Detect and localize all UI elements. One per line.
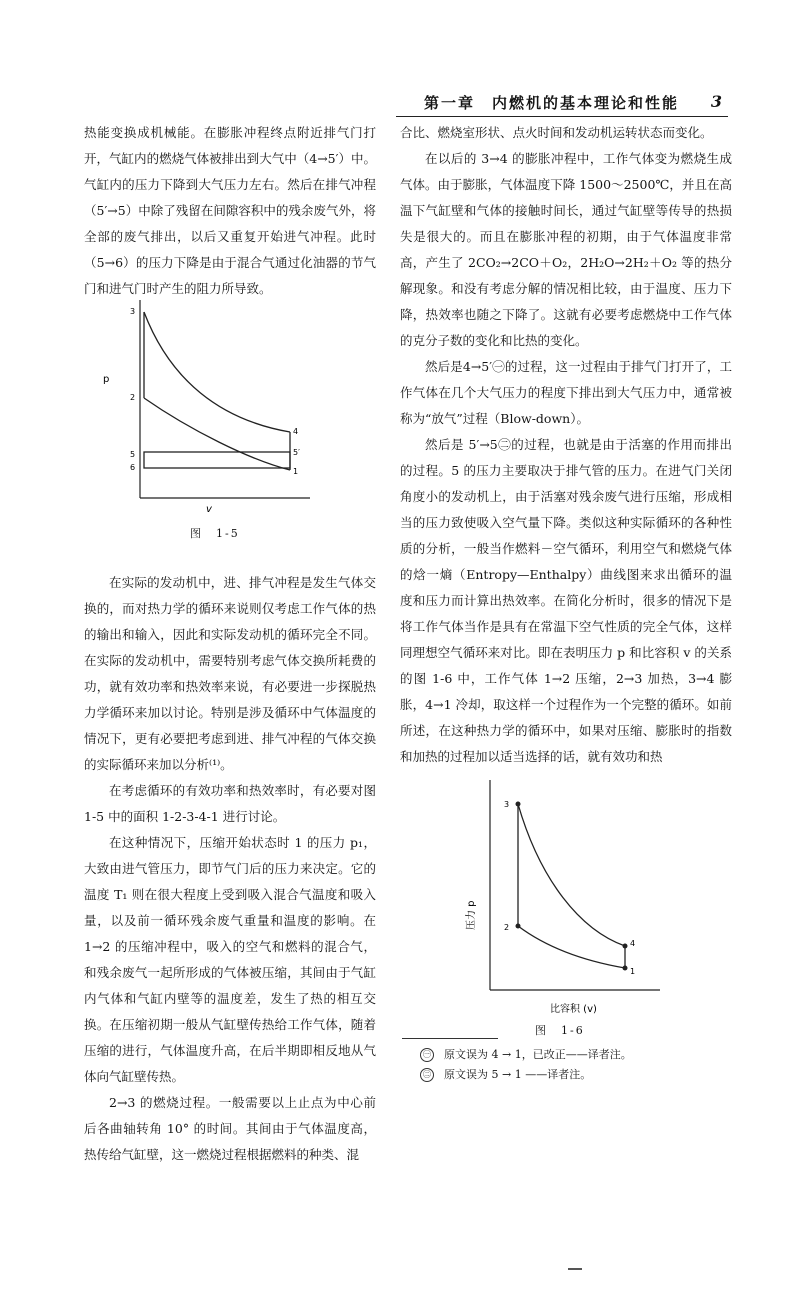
point-label: 5 (130, 450, 136, 459)
paragraph: 在这种情况下，压缩开始状态时 1 的压力 p₁，大致由进气管压力，即节气门后的压力来决定。它的温度 T₁ 则在很大程度上受到吸入混合气温度和吸入量，以及前一循环残余废气重量和温度的影响。在 1→2 的压缩冲程中，吸入的空气和燃料的混合气，和残余废气一起所形成的气体被压缩，其间由于气缸内气体和气缸内壁等的温度差，发生了热的相互交换。在压缩初期一般从气缸壁传热给工作气体，随着压缩的进行，气体温度升高，在后半期即相反地从气体向气缸壁传热。 (84, 835, 376, 1084)
paragraph: 然后是 5′→5㊁的过程，也就是由于活塞的作用而排出的过程。5 的压力主要取决于排气管的压力。在进气门关闭角度小的发动机上，由于活塞对残余废气进行压缩，形成相当的压力致使吸入空气量下降。类似这种实际循环的各种性质的分析，一般当作燃料－空气循环，利用空气和燃烧气体的焓一熵（Entropy—Enthalpy）曲线图来求出循环的温度和压力而计算出热效率。在简化分析时，很多的情况下是将工作气体当作是具有在常温下空气性质的完全气体，这样同理想空气循环来对比。即在表明压力 p 和比容积 v 的关系的图 1-6 中，工作气体 1→2 压缩，2→3 加热，3→4 膨胀，4→1 冷却，取这样一个过程作为一个完整的循环。如前所述，在这种热力学的循环中，如果对压缩、膨胀时的指数和加热的过程加以适当选择的话，就有效功和热 (400, 437, 732, 764)
state-point (623, 966, 628, 971)
state-point (516, 802, 521, 807)
point-label: 4 (630, 939, 636, 948)
point-label: 1 (293, 467, 299, 476)
footnote (420, 1066, 591, 1082)
footnote (420, 1046, 632, 1062)
pumping-loop (144, 452, 290, 468)
point-label: 5′ (293, 448, 300, 457)
footnote-marker: ㊁ (420, 1068, 434, 1082)
expansion-curve (518, 804, 625, 946)
figure-1-5-diagram (100, 300, 310, 525)
scan-mark (568, 1268, 582, 1270)
header-rule (396, 116, 728, 117)
point-label: 1 (630, 967, 636, 976)
compression-curve (144, 398, 290, 470)
compression-curve (518, 926, 625, 968)
paragraph: 然后是4→5′㊀的过程，这一过程由于排气门打开了，工作气体在几个大气压力的程度下排出到大气压力中，通常被称为“放气”过程（Blow-down）。 (400, 359, 732, 426)
figure-1-6-caption: 图 1-6 (535, 1024, 585, 1037)
figure-1-6-diagram (450, 780, 660, 1025)
paragraph: 在实际的发动机中，进、排气冲程是发生气体交换的，而对热力学的循环来说则仅考虑工作气体的热的输出和输入，因此和实际发动机的循环完全不同。在实际的发动机中，需要特别考虑气体交换所耗费的功，就有效功率和热效率来说，有必要进一步探脱热力学循环来加以讨论。特别是涉及循环中气体温度的情况下，更有必要把考虑到进、排气冲程的气体交换的实际循环来加以分析⁽¹⁾。 (84, 575, 376, 772)
page-number: 3 (710, 92, 724, 111)
point-label: 3 (504, 800, 510, 809)
left-column (84, 120, 376, 1168)
paragraph: 合比、燃烧室形状、点火时间和发动机运转状态而变化。 (400, 125, 713, 140)
x-axis-label: 比容积 (v) (550, 1004, 597, 1015)
footnote-marker: ㊀ (420, 1048, 434, 1062)
figure-1-6 (450, 780, 660, 1025)
x-axis-label: v (206, 504, 212, 515)
point-label: 6 (130, 463, 136, 472)
paragraph: 热能变换成机械能。在膨胀冲程终点附近排气门打开，气缸内的燃烧气体被排出到大气中（4→5′）中。气缸内的压力下降到大气压力左右。然后在排气冲程（5′→5）中除了残留在间隙容积中的残余废气外，将全部的废气排出，以后又重复开始进气冲程。此时（5→6）的压力下降是由于混合气通过化油器的节气门和进气门时产生的阻力所导致。 (84, 125, 376, 296)
figure-1-5 (100, 300, 310, 525)
footnote-text: 原文误为 4 → 1，已改正——译者注。 (444, 1048, 632, 1061)
state-point (623, 944, 628, 949)
point-label: 3 (130, 307, 136, 316)
y-axis-label: p (103, 374, 110, 385)
paragraph: 2→3 的燃烧过程。一般需要以上止点为中心前后各曲轴转角 10° 的时间。其间由于气体温度高，热传给气缸壁，这一燃烧过程根据燃料的种类、混 (84, 1095, 376, 1162)
running-header (424, 92, 724, 114)
point-label: 2 (130, 393, 136, 402)
paragraph: 在以后的 3→4 的膨胀冲程中，工作气体变为燃烧生成气体。由于膨胀，气体温度下降 1500～2500℃，并且在高温下气缸壁和气体的接触时间长，通过气缸壁等传导的热损失是很大的。而且在膨胀冲程的初期，由于气体温度非常高，产生了 2CO₂→2CO＋O₂，2H₂O→2H₂＋O₂ 等的热分解现象。和没有考虑分解的情况相比较，由于温度、压力下降，热效率也随之下降了。这就有必要考虑燃烧中工作气体的克分子数的变化和比热的变化。 (400, 151, 732, 348)
footnote-rule (402, 1038, 498, 1039)
right-column (400, 120, 732, 770)
footnote-text: 原文误为 5 → 1 ——译者注。 (444, 1068, 592, 1081)
chapter-title: 第一章 内燃机的基本理论和性能 (424, 94, 680, 112)
y-axis-label: 压力 p (466, 900, 477, 930)
paragraph: 在考虑循环的有效功率和热效率时，有必要对图 1-5 中的面积 1-2-3-4-1 进行讨论。 (84, 783, 376, 824)
figure-1-5-caption: 图 1-5 (190, 527, 240, 540)
state-point (516, 924, 521, 929)
point-label: 2 (504, 923, 510, 932)
expansion-curve (144, 312, 290, 432)
point-label: 4 (293, 427, 299, 436)
